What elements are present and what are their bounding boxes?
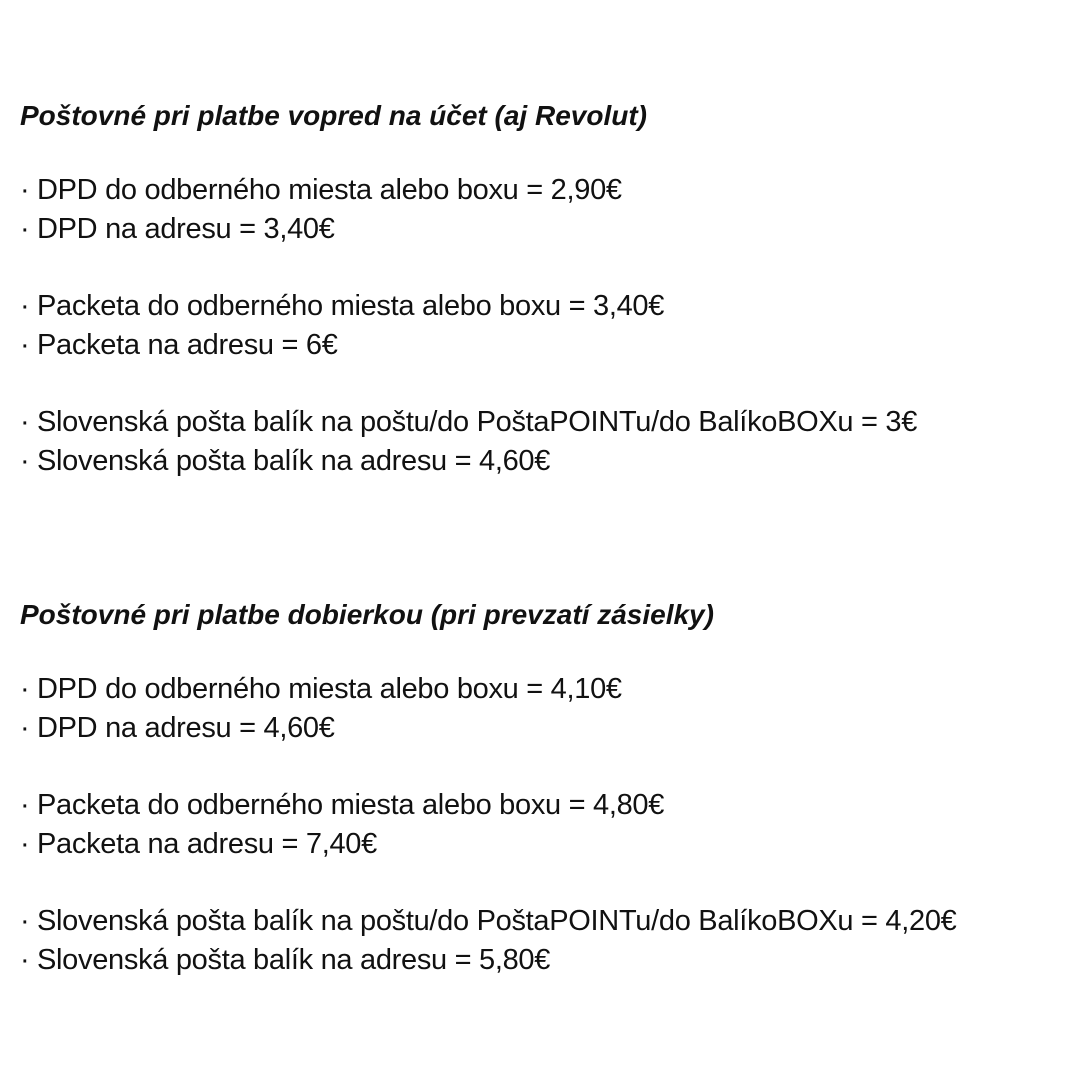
cod-shipping-section [20,594,1070,1018]
slovak-post-group [20,902,1070,980]
list-item-text: Slovenská pošta balík na adresu = 5,80€ [37,944,551,976]
bullet-icon: · [20,445,30,477]
list-item [20,171,1070,210]
list-item [20,442,1070,481]
list-item-text: DPD do odberného miesta alebo boxu = 4,10€ [37,673,622,705]
list-item [20,825,1070,864]
list-item [20,902,1070,941]
list-item [20,403,1070,442]
list-item-text: Packeta do odberného miesta alebo boxu = 4,80€ [37,789,665,821]
section-heading: Poštovné pri platbe vopred na účet (aj Revolut) [20,100,647,131]
list-item-text: DPD do odberného miesta alebo boxu = 2,90€ [37,174,622,206]
bullet-icon: · [20,329,30,361]
dpd-group [20,670,1070,748]
bullet-icon: · [20,290,30,322]
list-item-text: Packeta do odberného miesta alebo boxu = 3,40€ [37,290,665,322]
prepaid-shipping-section [20,95,1070,519]
list-item [20,670,1070,709]
bullet-icon: · [20,944,30,976]
list-item [20,709,1070,748]
list-item [20,287,1070,326]
bullet-icon: · [20,213,30,245]
bullet-icon: · [20,673,30,705]
bullet-icon: · [20,789,30,821]
list-item [20,941,1070,980]
list-item-text: DPD na adresu = 4,60€ [37,712,335,744]
packeta-group [20,287,1070,365]
list-item-text: Slovenská pošta balík na poštu/do PoštaPOINTu/do BalíkoBOXu = 3€ [37,406,918,438]
bullet-icon: · [20,905,30,937]
list-item-text: Slovenská pošta balík na poštu/do PoštaPOINTu/do BalíkoBOXu = 4,20€ [37,905,957,937]
section-heading: Poštovné pri platbe dobierkou (pri prevzatí zásielky) [20,599,714,630]
slovak-post-group [20,403,1070,481]
bullet-icon: · [20,828,30,860]
list-item [20,786,1070,825]
list-item-text: DPD na adresu = 3,40€ [37,213,335,245]
list-item [20,326,1070,365]
dpd-group [20,171,1070,249]
list-item-text: Packeta na adresu = 6€ [37,329,338,361]
bullet-icon: · [20,712,30,744]
bullet-icon: · [20,174,30,206]
list-item [20,210,1070,249]
list-item-text: Slovenská pošta balík na adresu = 4,60€ [37,445,551,477]
packeta-group [20,786,1070,864]
bullet-icon: · [20,406,30,438]
list-item-text: Packeta na adresu = 7,40€ [37,828,377,860]
